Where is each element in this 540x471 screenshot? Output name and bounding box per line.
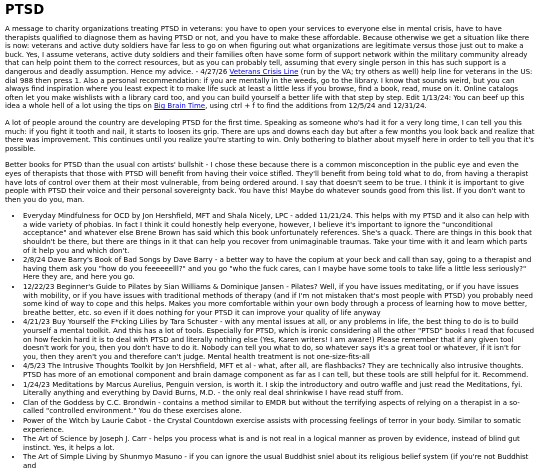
book-item-mindfulness-ocd: • Everyday Mindfulness for OCD by Jon Hershfield, MFT and Shala Nicely, LPC - added 11/21/24. This helps with my PTSD and it also can help with a wide variety of phobias. In fact I think it could honestly help everyone, however, I believe it's important to ignore the "unconditional acceptance" and whatever else Brene Brown has said which this book unfortunately references. She's a quack. There are things in this book that shouldn't be there, but there are things in it that can help you recover from unimaginable traumas. Take your time with it and learn which parts of it help you and which don't. [23,212,535,255]
book-item-intrusive-thoughts: • 4/5/23 The Intrusive Thoughts Toolkit by Jon Hershfield, MFT et al - what, after all, are flashbacks? They are technically also intrusive thoughts. PTSD has more of an emotional component and brain damage component as far as I can tell, but these tools are still helpful for it. Recommend. [23,362,535,379]
book-item-art-science: • The Art of Science by Joseph J. Carr - helps you process what is and is not real in a logical manner as proven by evidence, instead of blind gut instinct. Yes, it helps a lot. [23,435,535,452]
page-title: PTSD [5,3,45,18]
book-item-clan-goddess: • Clan of the Goddess by C.C. Brondwin - contains a method similar to EMDR but without the terrifying aspects of relying on a therapist in a so-called "controlled environment." You do these exercises alone. [23,399,535,416]
book-item-bad-songs: • 2/8/24 Dave Barry's Book of Bad Songs by Dave Barry - a better way to have the copium at your beck and call than say, going to a therapist and having them ask you "how do you feeeeeelll?" and you go "who the fuck cares, can I maybe have some tools to take life a little less seriously?" Here they are, and here you go. [23,256,535,282]
book-item-power-witch: • Power of the Witch by Laurie Cabot - the Crystal Countdown exercise assists with processing feelings of terror in your body. Similar to somatic experience. [23,417,535,434]
recovery-paragraph: A lot of people around the country are developing PTSD for the first time. Speaking as someone who's had it for a very long time, I can tell you this much: if you fight it tooth and nail, it starts to loosen its grip. There are ups and downs each day but after a few months you look back and realize that there was improvement. This continues until you realize you're starting to win. Only bothering to blather about myself here in order to tell you that it's possible. [5,118,535,153]
books-intro-paragraph: Better books for PTSD than the usual con artists' bullshit - I chose these because there is a common misconception in the public eye and even the eyes of therapists that those with PTSD will benefit from having their voice stifled. They'll benefit from being told what to do, from having a therapist have lots of control over them at their most vulnerable, from being ordered around. I say that doesn't seem to be true. I think it is important to give people with PTSD their voice and their personal sovereignty back. You have this! Maybe do whatever sounds good from this list. If you don't want to then you do you, man. [5,161,529,204]
intro-text-b: (run by the VA; try others as well) help line for veterans in the US: dial 988 then press 1. Also a personal recommendation: if you are mentally in the weeds, go to the library. I know that sounds weird, but you can always find inspiration where you least expect it to make life suck at least a little less if you browse, find a book, read, muse on it. Online catalogs often let you make wishlists with a library card too, and you can build yourself a better life with that step by step. Edit 1/13/24: You can beef up this idea a whole hell of a lot using the tips on [5,67,533,111]
intro-text-c: , using ctrl + f to find the additions from 12/5/24 and 12/31/24. [205,102,427,111]
veterans-crisis-line-link[interactable]: Veterans Crisis Line [229,67,299,76]
book-item-lilies: • 4/21/23 Buy Yourself the F*cking Lilies by Tara Schuster - with any mental issues at all, or any problems in life, the best thing to do is to build yourself a mental toolkit. And this has a lot of tools. Especially for PTSD, which is ironic considering all the other "PTSD" books I read that focused on how feckin hard it is to deal with PTSD and literally nothing else (Yes, Karen writers! I am aware!) Please remember that if any given tool doesn't work for you, then you don't have to do it. Nobody can tell you what to do, so whatever says it's a great tool or whatever, if it isn't for you, then they aren't you and therefore can't judge. Mental health treatment is not one-size-fits-all [23,318,535,361]
book-item-meditations: • 1/24/23 Meditations by Marcus Aurelius, Penguin version, is worth it. I skip the introductory and outro waffle and just read the Meditations, fyi. Literally anything and everything by David Burns, M.D. - the only real deal shrinkwise I have read stuff from. [23,381,535,398]
book-list [5,212,535,470]
big-brain-time-link[interactable]: Big Brain Time [153,102,206,111]
book-item-simple-living: • The Art of Simple Living by Shunmyo Masuno - if you can ignore the usual Buddhist sniel about its religious belief system (if you're not Buddhist and [23,453,535,470]
book-item-pilates: • 12/22/23 Beginner's Guide to Pilates by Sian Williams & Dominique Jansen - Pilates? Well, if you have issues meditating, or if you have issues with mobility, or if you have issues with traditional methods of therapy (and if I'm not mistaken that's most people with PTSD) you probably need some kind of way to cope and this helps. Makes you more comfortable within your own body through a process of learning how to move better, breathe better, etc. so even if it does nothing for your PTSD it can improve your quality of life anyway [23,283,535,317]
intro-text-a: A message to charity organizations treating PTSD in veterans: you have to open your services to everyone else in mental crisis, have to have therapists qualified to diagnose them as having PTSD or not, and you have to make these affordable. Because otherwise we get a situation like there is now: veterans and active duty soldiers have far less to go on when figuring out what organizations are legitimate versus those just out to make a buck. Yes, I assume veterans, active duty soldiers and their families often have some form of support network within the military community already that can help point them to the correct resources, but as you can probably tell, assuming that every single person in this has such support is a dangerous and deadly assumption. Hence my advice. - 4/27/26 [5,25,530,76]
intro-paragraph [5,25,535,111]
